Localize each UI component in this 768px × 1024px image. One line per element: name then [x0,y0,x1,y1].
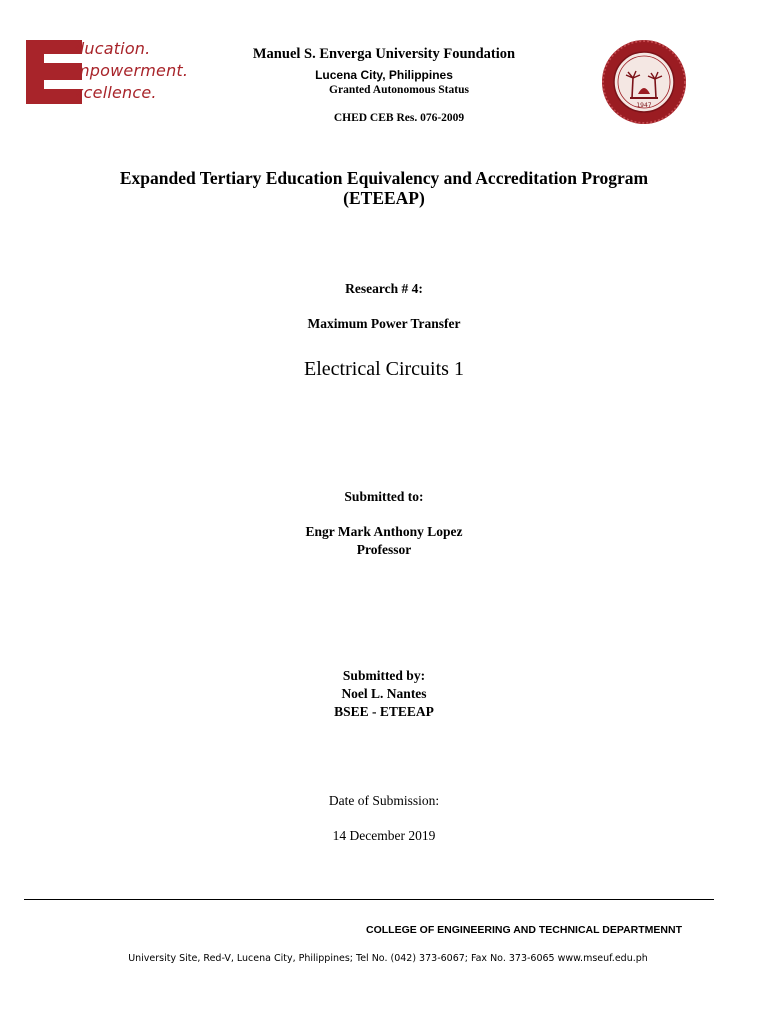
ched-resolution: CHED CEB Res. 076-2009 [333,112,465,124]
svg-text:1947: 1947 [636,102,652,109]
university-city: Lucena City, Philippines [315,68,453,82]
logo-line-excellence: xcellence. [74,83,157,102]
research-number: Research # 4: [345,281,423,296]
program-acronym: (ETEEAP) [343,188,425,208]
research-topic: Maximum Power Transfer [307,316,461,331]
professor-name: Engr Mark Anthony Lopez [305,524,463,539]
submitted-by-label: Submitted by: [342,668,426,683]
program-title: Expanded Tertiary Education Equivalency and Accreditation Program [119,168,649,188]
submitted-to-label: Submitted to: [344,489,424,504]
footer-divider [24,899,714,900]
student-program: BSEE - ETEEAP [334,704,434,719]
logo-line-empowerment: mpowerment. [74,61,189,80]
submission-date-label: Date of Submission: [328,793,440,808]
university-name: Manuel S. Enverga University Foundation [252,46,516,62]
autonomous-status: Granted Autonomous Status [329,84,469,96]
professor-title: Professor [356,542,412,557]
department-name: COLLEGE OF ENGINEERING AND TECHNICAL DEPARTMENNT [366,924,682,936]
submission-date: 14 December 2019 [332,828,436,843]
university-address: University Site, Red-V, Lucena City, Philippines; Tel No. (042) 373-6067; Fax No. 373-6065 www.mseuf.edu.ph [128,953,648,964]
logo-line-education: ducation. [74,39,151,58]
student-name: Noel L. Nantes [341,686,427,701]
course-title: Electrical Circuits 1 [304,358,464,380]
